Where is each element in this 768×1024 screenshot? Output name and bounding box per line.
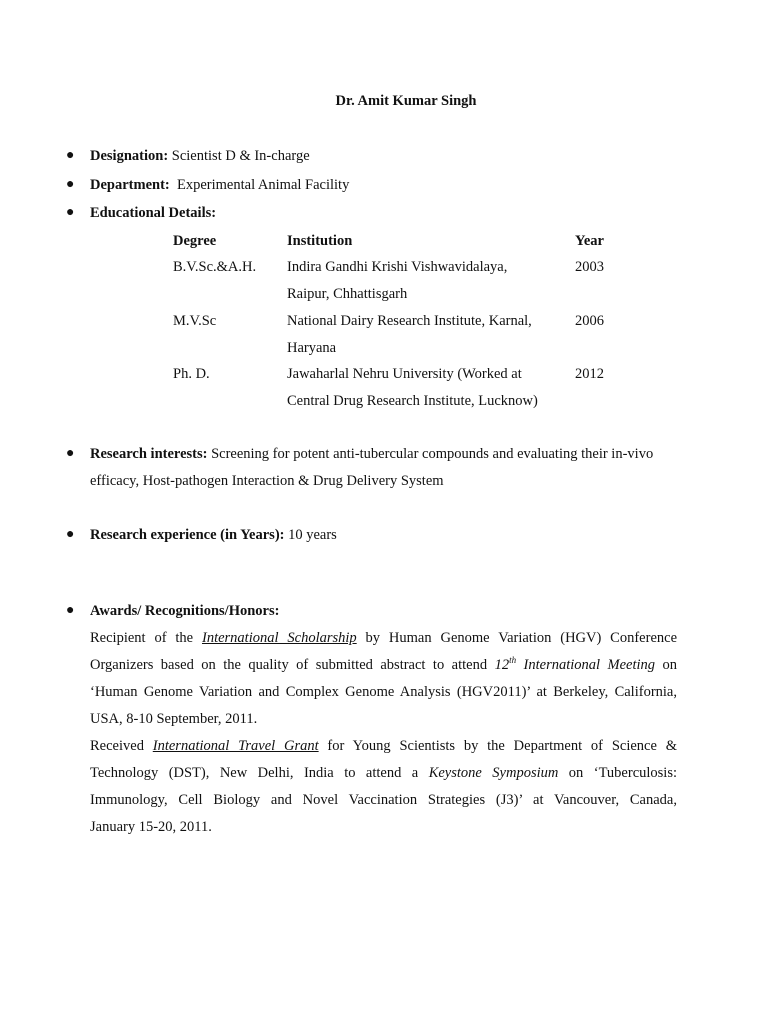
education-row-degree: B.V.Sc.&A.H. [173,259,257,275]
education-row-institution: Jawaharlal Nehru University (Worked at [287,366,522,382]
research-experience-label: Research experience (in Years): [90,527,285,543]
education-label: Educational Details: [90,205,217,221]
education-row-institution-cont: Raipur, Chhattisgarh [287,286,408,302]
education-row-degree: Ph. D. [173,366,210,382]
research-interests-text-cont: efficacy, Host-pathogen Interaction & Drug Delivery System [90,473,444,489]
department-label: Department: [90,177,170,193]
education-row-institution-cont: Haryana [287,340,337,356]
awards-paragraph-1: Recipient of the International Scholarship by Human Genome Variation (HGV) Conference Organizers based on the quality of submitted abstract to attend 12th International Meeting on ‘Human Genome Variation and Complex Genome Analysis (HGV2011)’ at Berkeley, California, USA, 8-10 September, 2011. [90,630,678,727]
bullet-icon: ● [66,603,75,618]
bullet-icon: ● [66,446,75,461]
bullet-icon: ● [66,148,75,163]
research-experience-value: 10 years [288,527,337,543]
bullet-icon: ● [66,527,75,542]
bullet-icon: ● [66,205,75,220]
international-scholarship-text: International Scholarship [201,630,357,646]
awards-label: Awards/ Recognitions/Honors: [90,603,280,619]
education-row-institution: Indira Gandhi Krishi Vishwavidalaya, [287,259,508,275]
education-header-institution: Institution [287,233,353,249]
designation-value: Scientist D & In-charge [171,148,310,164]
department-value: Experimental Animal Facility [176,177,350,193]
bullet-icon: ● [66,177,75,192]
education-row-year: 2006 [575,313,604,329]
education-header-degree: Degree [173,233,217,249]
page-title: Dr. Amit Kumar Singh [335,93,477,109]
education-header-year: Year [575,233,604,249]
awards-paragraph-2: Received International Travel Grant for Young Scientists by the Department of Science & Technology (DST), New Delhi, India to attend a Keystone Symposium on ‘Tuberculosis: Immunology, Cell Biology and Novel Vaccination Strategies (J3)’ at Vancouver, Canada, January 15-20, 2011. [90,738,678,835]
international-travel-grant-text: International Travel Grant [152,738,319,754]
education-row-institution: National Dairy Research Institute, Karnal, [287,313,532,329]
education-row-year: 2003 [575,259,604,275]
education-row-institution-cont: Central Drug Research Institute, Lucknow) [287,393,538,409]
designation-label: Designation: [90,148,169,164]
research-interests-text: Screening for potent anti-tubercular compounds and evaluating their in-vivo [211,446,654,462]
research-interests-label: Research interests: [90,446,208,462]
education-row-year: 2012 [575,366,604,382]
education-row-degree: M.V.Sc [173,313,217,329]
